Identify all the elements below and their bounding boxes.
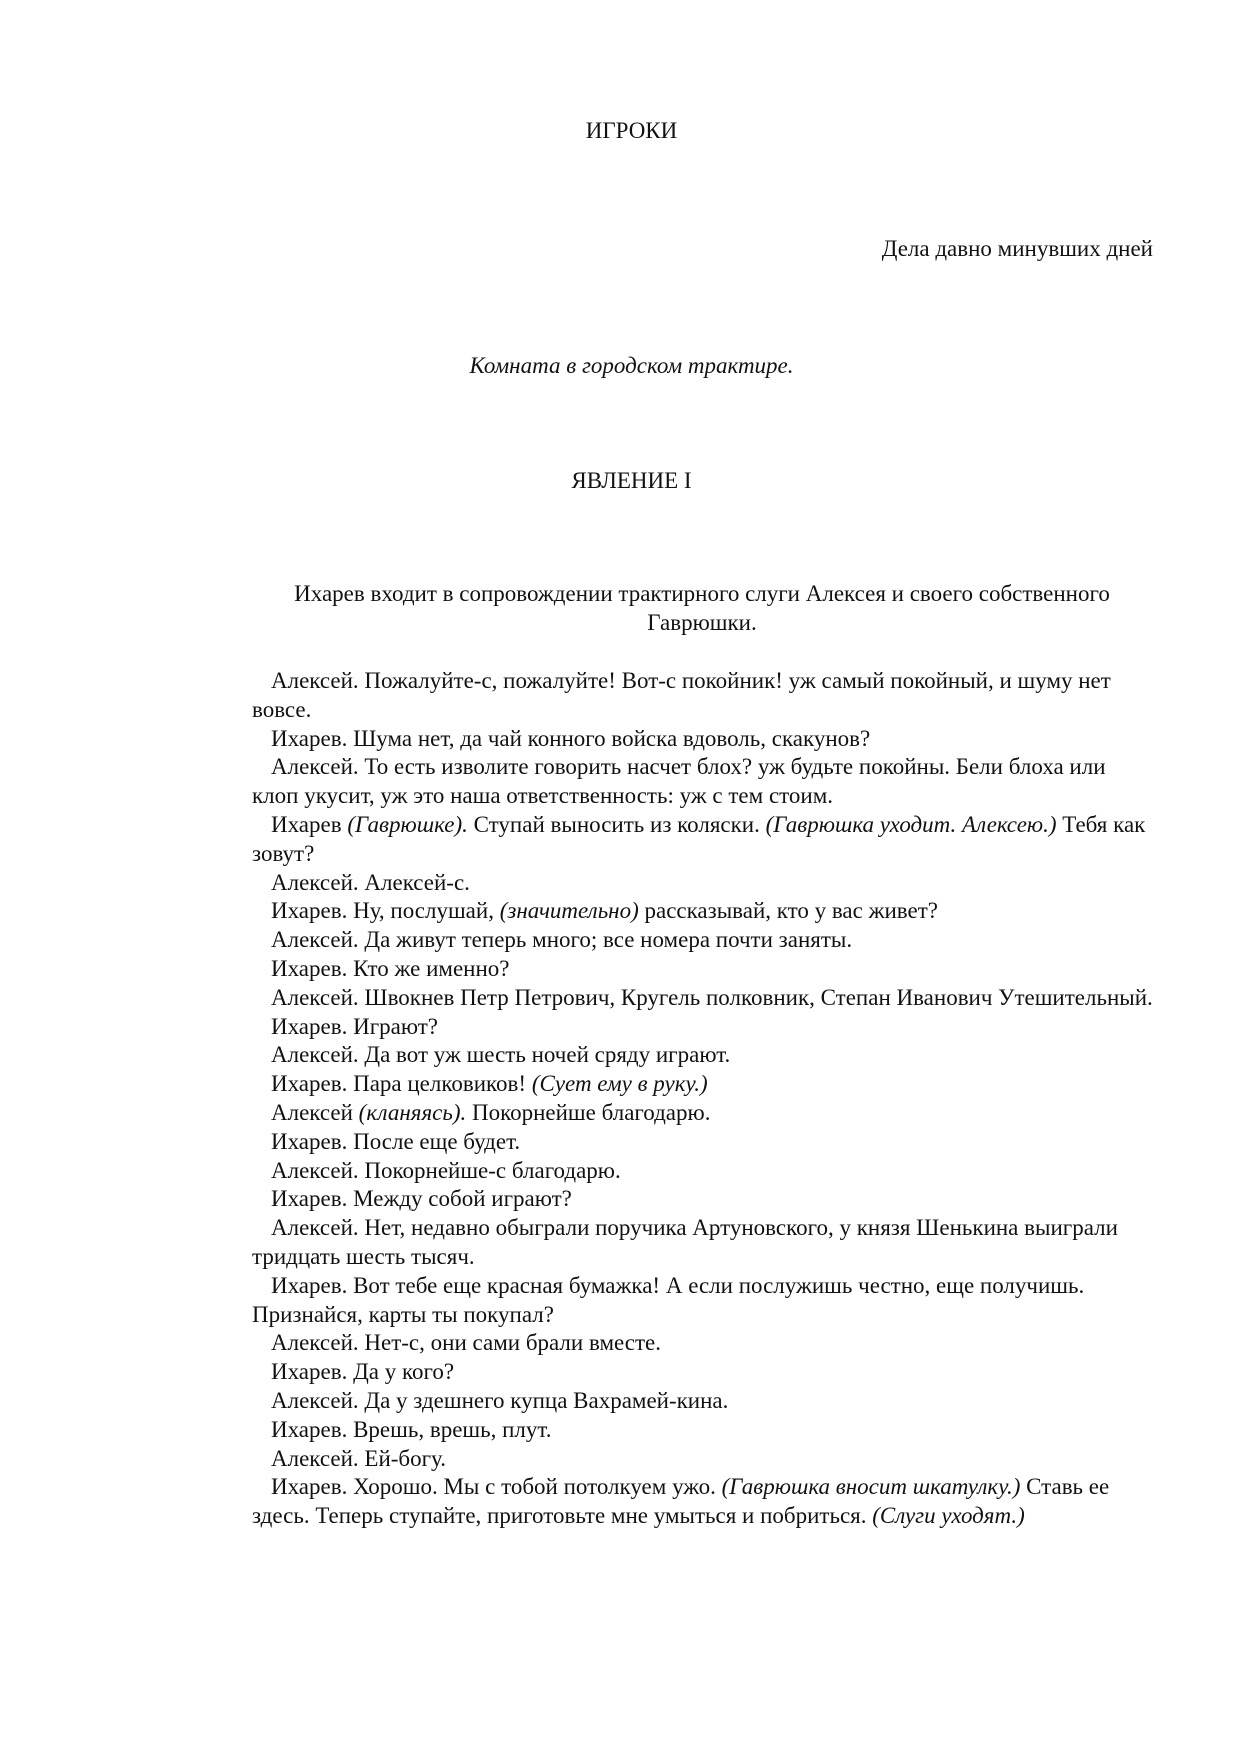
dialogue-line: Алексей. Алексей-с. <box>271 869 470 895</box>
dialogue-line: Алексей. Нет-с, они сами брали вместе. <box>271 1330 661 1356</box>
dialogue-line: Ихарев. Ну, послушай, (значительно) рассказывай, кто у вас живет? <box>271 898 938 924</box>
play-title: ИГРОКИ <box>585 118 678 143</box>
dialogue-line: Ихарев. Между собой играют? <box>271 1186 572 1212</box>
dialogue-line: Алексей. Ей-богу. <box>271 1445 447 1471</box>
dialogue-line: Ихарев. Кто же именно? <box>271 955 510 981</box>
dialogue-line: Алексей. То есть изволите говорить насчет блох? уж будьте покойны. Бели блоха или клоп укусит, уж это наша ответственность: уж с тем стоим. <box>252 754 1106 809</box>
dialogue-line: Алексей. Нет, недавно обыграли поручика Артуновского, у князя Шенькина выиграли тридцать шесть тысяч. <box>252 1215 1118 1269</box>
scene-heading: ЯВЛЕНИЕ I <box>571 468 692 493</box>
setting-description: Комната в городском трактире. <box>469 353 794 378</box>
dialogue-line: Алексей. Да вот уж шесть ночей сряду играют. <box>271 1042 731 1068</box>
stage-direction: Ихарев входит в сопровождении трактирного слуги Алексея и своего собственного Гаврюшки. <box>294 581 1110 635</box>
dialogue-line: Ихарев. Врешь, врешь, плут. <box>271 1416 552 1442</box>
dialogue-line: Алексей. Швокнев Петр Петрович, Кругель полковник, Степан Иванович Утешительный. <box>271 984 1153 1010</box>
dialogue-line: Ихарев. Пара целковиков! (Сует ему в руку.) <box>271 1071 708 1097</box>
dialogue-line: Ихарев. Играют? <box>271 1013 438 1039</box>
dialogue-line: Алексей. Покорнейше-с благодарю. <box>271 1157 621 1183</box>
dialogue-line: Ихарев. Хорошо. Мы с тобой потолкуем ужо. (Гаврюшка вносит шкатулку.) Ставь ее здесь. Теперь ступайте, приготовьте мне умыться и побриться. (Слуги уходят.) <box>252 1474 1110 1529</box>
epigraph: Дела давно минувших дней <box>881 236 1153 261</box>
dialogue-line: Алексей (кланяясь). Покорнейше благодарю. <box>271 1099 711 1125</box>
dialogue-line: Алексей. Да живут теперь много; все номера почти заняты. <box>271 927 853 953</box>
dialogue-line: Ихарев. Да у кого? <box>271 1359 455 1385</box>
dialogue-line: Алексей. Да у здешнего купца Вахрамей-кина. <box>271 1387 729 1413</box>
dialogue-line: Ихарев (Гаврюшке). Ступай выносить из коляски. (Гаврюшка уходит. Алексею.) Тебя как зовут? <box>252 811 1146 866</box>
dialogue-line: Ихарев. Вот тебе еще красная бумажка! А если послужишь честно, еще получишь. Признайся, карты ты покупал? <box>252 1272 1085 1327</box>
dialogue-line: Ихарев. Шума нет, да чай конного войска вдоволь, скакунов? <box>271 725 871 751</box>
dialogue <box>252 667 1157 1531</box>
dialogue-line: Ихарев. После еще будет. <box>271 1128 521 1154</box>
dialogue-line: Алексей. Пожалуйте-с, пожалуйте! Вот-с покойник! уж самый покойный, и шуму нет вовсе. <box>252 668 1111 722</box>
